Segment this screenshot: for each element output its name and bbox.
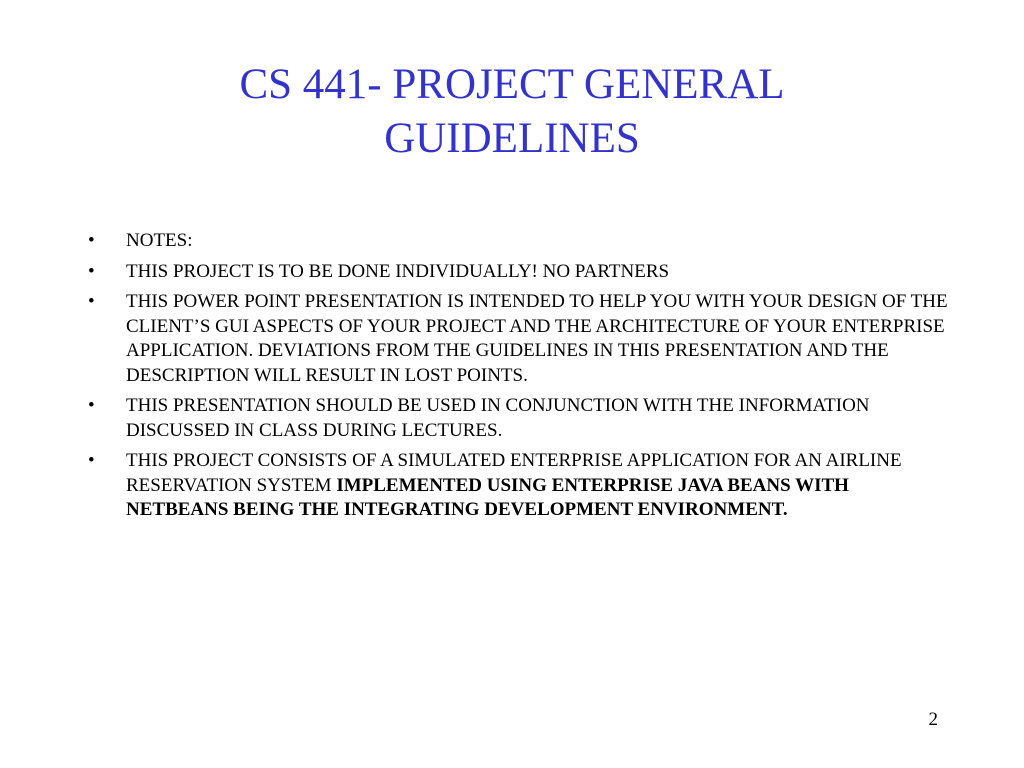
- page-number: 2: [928, 709, 938, 730]
- bullet-icon: •: [88, 230, 95, 251]
- bullet-item-individual: [88, 260, 948, 285]
- bullet-list: [88, 229, 948, 529]
- bullet-text-emphasis: IMPLEMENTED USING ENTERPRISE JAVA BEANS WITH NETBEANS BEING THE INTEGRATING DEVELOPMENT ENVIRONMENT.: [126, 474, 849, 520]
- bullet-item-notes: [88, 229, 948, 254]
- bullet-icon: •: [88, 450, 95, 471]
- bullet-text: THIS PROJECT IS TO BE DONE INDIVIDUALLY! NO PARTNERS: [126, 260, 670, 282]
- slide-title-line-2: GUIDELINES: [384, 115, 640, 162]
- bullet-text: THIS PRESENTATION SHOULD BE USED IN CONJUNCTION WITH THE INFORMATION DISCUSSED IN CLASS DURING LECTURES.: [126, 395, 870, 441]
- bullet-icon: •: [88, 260, 95, 282]
- bullet-text: NOTES:: [126, 230, 193, 251]
- bullet-text: THIS POWER POINT PRESENTATION IS INTENDED TO HELP YOU WITH YOUR DESIGN OF THE CLIENT’S GUI ASPECTS OF YOUR PROJECT AND THE ARCHITECTURE OF YOUR ENTERPRISE APPLICATION. DEVIATIONS FROM THE GUIDELINES IN THIS PRESENTATION AND THE DESCRIPTION WILL RESULT IN LOST POINTS.: [126, 291, 948, 386]
- bullet-icon: •: [88, 395, 95, 416]
- bullet-item-conjunction: [88, 394, 948, 443]
- bullet-item-presentation-purpose: [88, 290, 948, 388]
- bullet-icon: •: [88, 291, 95, 312]
- slide-title: [112, 58, 912, 166]
- bullet-item-project-description: [88, 449, 948, 523]
- slide-title-line-1: CS 441- PROJECT GENERAL: [239, 61, 785, 108]
- bullet-text: THIS PROJECT CONSISTS OF A SIMULATED ENTERPRISE APPLICATION FOR AN AIRLINE RESERVATION SYSTEM: [126, 450, 902, 496]
